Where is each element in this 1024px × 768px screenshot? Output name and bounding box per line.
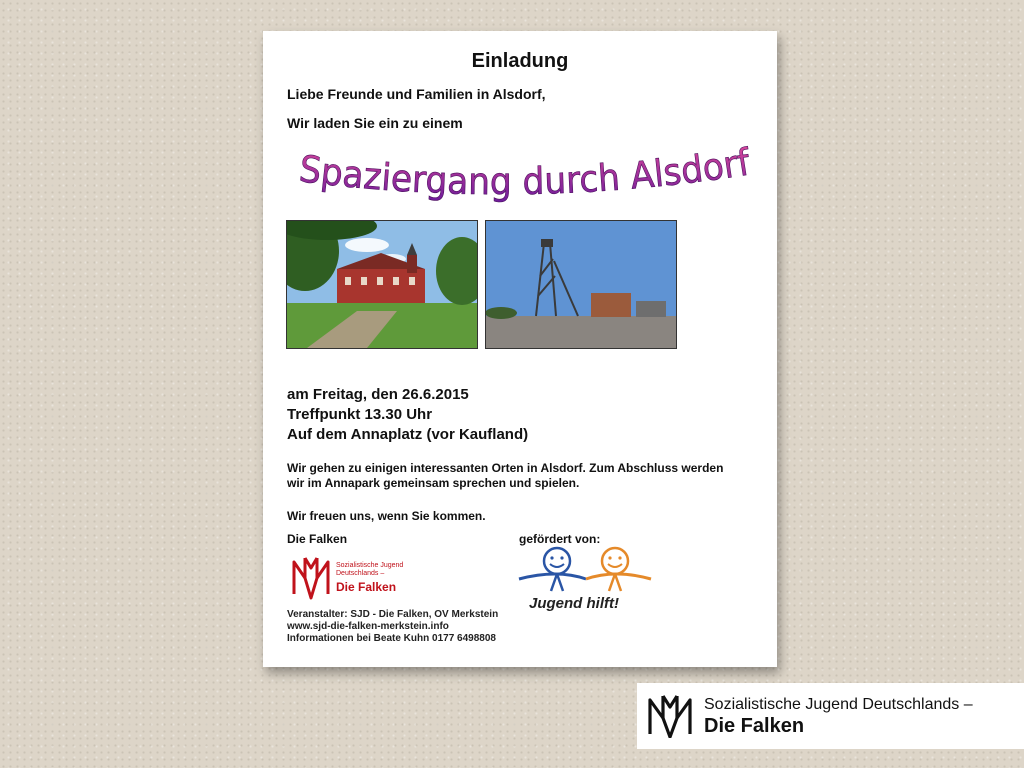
closing-text: Wir freuen uns, wenn Sie kommen.	[287, 509, 486, 523]
falken-logo-subtitle: Sozialistische Jugend Deutschlands –	[336, 562, 404, 577]
jugend-hilft-text: Jugend hilft!	[529, 595, 619, 612]
greeting-line-2: Wir laden Sie ein zu einem	[287, 115, 463, 131]
description-line-2: wir im Annapark gemeinsam sprechen und spielen.	[287, 476, 580, 490]
falken-logo-icon	[646, 692, 694, 738]
signature: Die Falken	[287, 532, 348, 546]
banner-line-2: Die Falken	[704, 715, 805, 737]
event-place: Auf dem Annaplatz (vor Kaufland)	[287, 426, 529, 443]
description-line-1: Wir gehen zu einigen interessanten Orten in Alsdorf. Zum Abschluss werden	[287, 461, 724, 475]
jugend-hilft-logo	[515, 545, 655, 617]
mine-tower-photo	[485, 220, 677, 349]
falken-banner	[637, 683, 1024, 749]
headline-text: Spaziergang durch Alsdorf	[296, 140, 754, 204]
event-meeting-time: Treffpunkt 13.30 Uhr	[287, 406, 433, 423]
falken-logo-small	[291, 552, 421, 602]
falken-logo-name: Die Falken	[336, 580, 397, 594]
invitation-flyer	[263, 31, 777, 667]
banner-line-1: Sozialistische Jugend Deutschlands –	[704, 696, 973, 713]
falken-logo-icon	[291, 554, 331, 600]
footer-organizer: Veranstalter: SJD - Die Falken, OV Merkstein	[287, 609, 499, 620]
flyer-footer	[287, 609, 498, 645]
jugend-hilft-logo-icon	[515, 545, 655, 597]
footer-website: www.sjd-die-falken-merkstein.info	[287, 621, 449, 632]
event-date: am Freitag, den 26.6.2015	[287, 386, 469, 403]
event-description	[287, 461, 767, 491]
funded-by-label: gefördert von:	[519, 532, 601, 546]
flyer-title: Einladung	[471, 50, 569, 72]
svg-text:Spaziergang durch Alsdorf	[297, 140, 754, 203]
castle-photo	[286, 220, 478, 349]
footer-contact: Informationen bei Beate Kuhn 0177 6498808	[287, 633, 496, 644]
headline-wordart	[293, 139, 763, 209]
greeting-line-1: Liebe Freunde und Familien in Alsdorf,	[287, 86, 546, 102]
